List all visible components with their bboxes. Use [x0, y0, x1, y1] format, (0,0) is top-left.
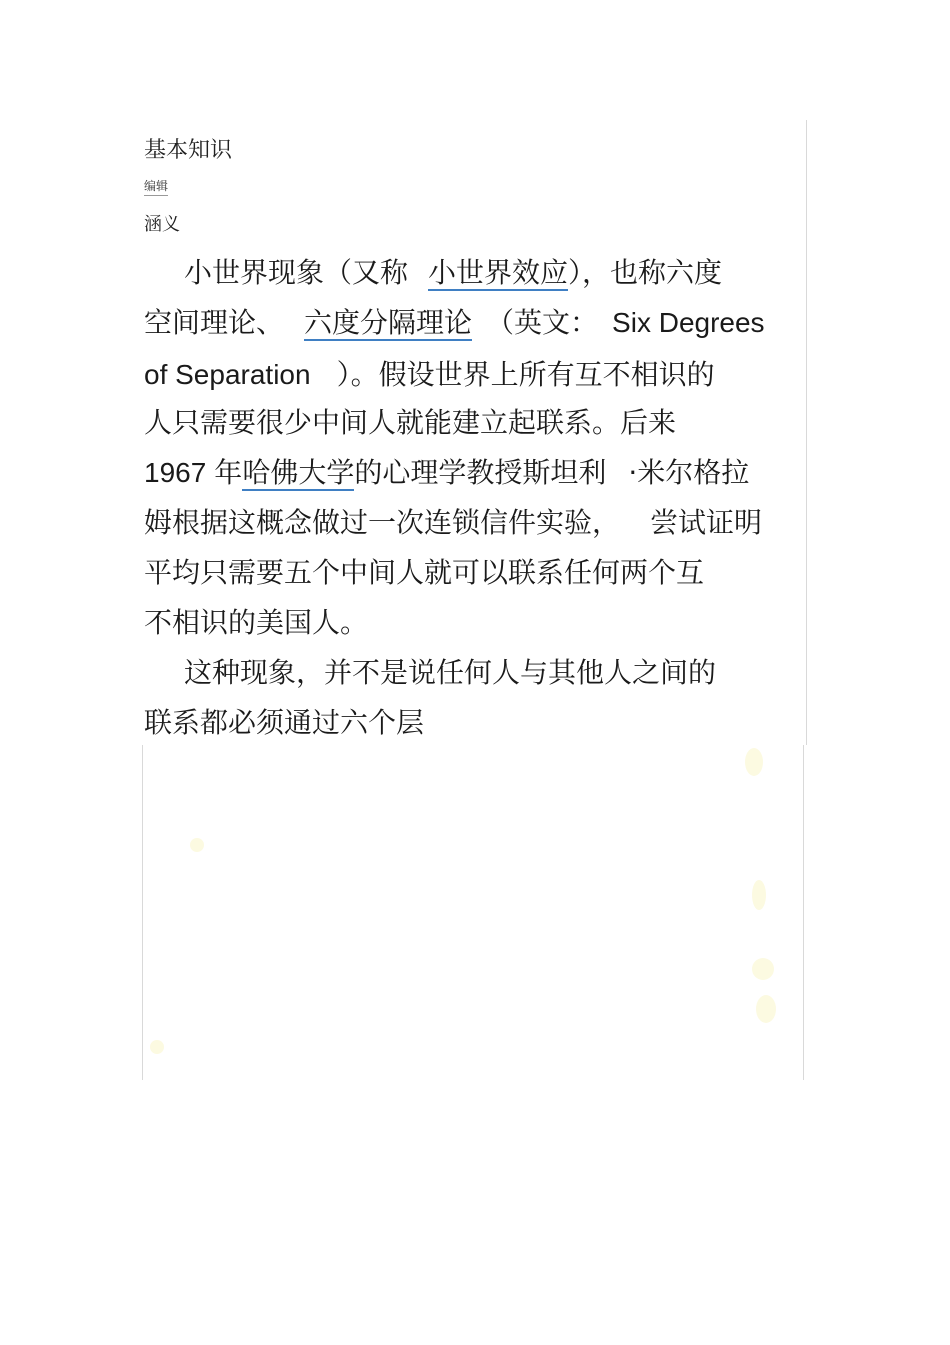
- paragraph-1-line-6: [144, 506, 762, 540]
- text-run: 的心理学教授斯坦利: [354, 456, 607, 489]
- link-six-degrees-theory[interactable]: 六度分隔理论: [304, 306, 473, 339]
- paragraph-2-line-2: 联系都必须通过六个层: [144, 706, 425, 739]
- link-harvard-university[interactable]: 哈佛大学: [242, 456, 355, 489]
- scan-artifact: [745, 748, 763, 776]
- paragraph-1-line-1: [144, 256, 722, 290]
- text-run: ）。假设世界上所有互不相识的: [336, 358, 715, 391]
- text-run: 年: [214, 456, 243, 489]
- english-text: of Separation: [144, 359, 311, 390]
- paragraph-1-line-8: 不相识的美国人。: [144, 606, 369, 639]
- english-text: Six Degrees: [612, 307, 765, 338]
- lower-frame-left: [142, 745, 143, 1080]
- text-run: ），也称六度: [568, 256, 723, 289]
- text-run: （英文：: [486, 306, 599, 339]
- section-heading: 基本知识: [144, 138, 233, 163]
- scan-artifact: [752, 880, 766, 910]
- text-run: 这种现象，并不是说任何人与其他人之间的: [184, 656, 717, 689]
- scan-artifact: [190, 838, 204, 852]
- paragraph-2-line-1: [144, 656, 716, 690]
- text-run: 尝试证明: [650, 506, 763, 539]
- scan-artifact: [752, 958, 774, 980]
- paragraph-1-line-5: [144, 456, 749, 490]
- scan-artifact: [150, 1040, 164, 1054]
- text-run: 空间理论、: [144, 306, 285, 339]
- paragraph-1-line-4: 人只需要很少中间人就能建立起联系。后来: [144, 406, 677, 439]
- text-run: ·米尔格拉: [628, 456, 750, 489]
- paragraph-1-line-3: [144, 358, 715, 392]
- edit-link[interactable]: 编辑: [144, 177, 168, 196]
- section-subheading: 涵义: [144, 214, 180, 235]
- paragraph-1-line-2: [144, 306, 765, 340]
- year-text: 1967: [144, 457, 207, 488]
- link-small-world-effect[interactable]: 小世界效应: [428, 256, 569, 289]
- text-run: 姆根据这概念做过一次连锁信件实验，: [144, 506, 621, 539]
- scan-artifact: [756, 995, 776, 1023]
- text-run: 小世界现象（又称: [184, 256, 409, 289]
- page-frame-right: [806, 120, 807, 745]
- lower-frame-right: [803, 745, 804, 1080]
- paragraph-1-line-7: 平均只需要五个中间人就可以联系任何两个互: [144, 556, 705, 589]
